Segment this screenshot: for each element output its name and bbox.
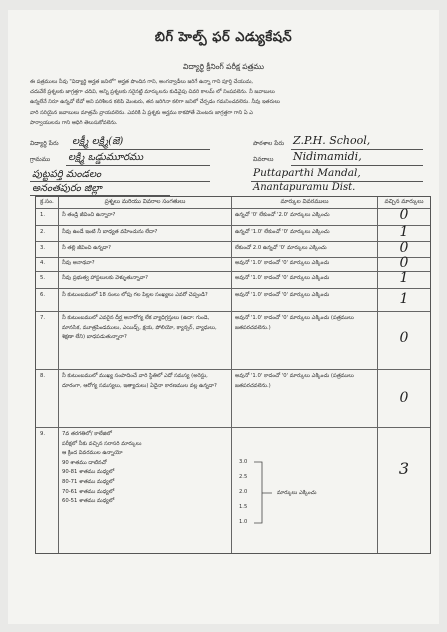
student-name-value: లక్ష్మీ లక్ష్మి(జె)	[72, 136, 124, 147]
row-mark: 0	[399, 240, 409, 256]
row-marks-desc: అవునో '1.0' కాదంచో '0' మార్కులు ఎక్కించు	[235, 292, 330, 298]
mandal-value: పుట్టపర్తి మండలం	[32, 169, 102, 180]
village-value: లక్ష్మి ఒడ్డుమూరము	[68, 152, 144, 163]
form-subtitle: విద్యార్థి క్రీనింగ్ పరీక్ష పత్రము	[183, 62, 264, 71]
row-sno: 7.	[40, 315, 46, 321]
row-question: నీ కుటుంబములో ముఖ్య సంపాదించే వారి స్థితిలో ఎదో సమస్య (అరెస్టు, దూరంగా, ఆరోగ్య సమస్యలు, ఇత్యాదులు) ఏదైనా కారణముల వల్ల ఉన్నదా?	[62, 373, 217, 389]
score-option: 1.0	[239, 519, 248, 525]
row9-line: ఆ క్రింద వివరముల ఉన్నాయో	[62, 450, 123, 457]
score-option: 1.5	[239, 504, 248, 510]
instruction-line: ఈ పత్రములు నీవు "విద్యార్థి అర్హత జనిలో" అర్హత పొందిన గాని, అంగన్వాడీలు జరిగే ఉన్నా గాని పూర్తి చేయుమ,	[30, 79, 254, 85]
row9-line: 60-51 శాతము మధ్యలో	[62, 498, 115, 505]
row-sno: 9.	[40, 431, 46, 437]
row9-line: 90 శాతము దాటినచో	[62, 459, 107, 466]
row-divider	[36, 271, 430, 272]
row-divider	[36, 369, 430, 370]
row-question: నీ తల్లి జీవించి ఉన్నదా?	[62, 245, 111, 251]
row9-line: 70-61 శాతము మధ్యలో	[62, 488, 115, 495]
row9-line: 90-81 శాతము మధ్యలో	[62, 469, 115, 476]
row-mark: 1	[399, 291, 409, 307]
score-option: 2.0	[239, 489, 248, 495]
row-sno: 6.	[40, 292, 46, 298]
instruction-line: ఉన్నలేనే నిరూ ఉన్నవో లేవో అని పరిశీలన కలిపి మెంటరు, తన జరిగినా కలిగా జనిలో చేర్పడం గమనించవలెను. నీవు ఇతరులు	[30, 99, 280, 106]
row-marks-desc: అవునో '1.0' కాదంచో '0' మార్కులు ఎక్కించు (పత్రములు జతపరచవలెను.)	[235, 315, 354, 331]
row-question: నీవు ఉండే ఇంటి నీ బాధ్యత వహించును లేదా?	[62, 229, 158, 235]
row-divider	[36, 288, 430, 289]
mandal-english: Puttaparthi Mandal,	[253, 167, 361, 179]
row-question: నీ కుటుంబములో ఎవరైన దీర్ఘ అనారోగ్య లేక వ్యాధిగ్రస్తులు (ఉదా: గుండె, మానసిక, మూత్రపిండములు, ఎయిడ్స్, క్షయ, పోలియో, క్యాన్సర్, వ్యాధులు, శిక్షణా లేని) బాధపడుతున్నారా?	[62, 315, 217, 341]
row-sno: 4.	[40, 260, 46, 266]
row-marks-desc: అవునో '1.0' కాదంచో '0' మార్కులు ఎక్కించు (పత్రములు జతపరచవలెను.)	[235, 373, 354, 389]
school-label: పాఠశాల పేరు	[253, 140, 285, 147]
row-question: నీవు అనాథవా?	[62, 260, 95, 266]
village-label: గ్రామము	[30, 156, 51, 163]
student-name-label: విద్యార్థి పేరు	[30, 140, 59, 147]
row-sno: 5.	[40, 275, 46, 281]
score-bracket-icon	[252, 459, 274, 527]
address-value: Nidimamidi,	[293, 150, 362, 163]
row-mark: 0	[399, 390, 409, 406]
column-divider	[58, 197, 59, 553]
score-option: 2.5	[239, 474, 248, 480]
row-sno: 8.	[40, 373, 46, 379]
column-divider	[231, 197, 232, 553]
column-divider	[377, 197, 378, 553]
row9-marks-desc: మార్కులు ఎక్కించు	[277, 490, 317, 496]
row9-details	[62, 430, 228, 507]
row-marks-desc: లేకుంచో 2.0 ఉన్నచో '0' మార్కులు ఎక్కించు	[235, 245, 327, 251]
row-sno: 1.	[40, 212, 46, 218]
row-question: నీ తండ్రి జీవించి ఉన్నారా?	[62, 212, 116, 218]
row-question: నీవు ప్రభుత్వ హాస్టలులకు వెళ్ళుతున్నావా?	[62, 275, 148, 281]
row-mark: 1	[399, 224, 409, 240]
row-divider	[36, 311, 430, 312]
instruction-line: పార్వాయులను గాని ఆధిగి తెలుసుకోవలెను.	[30, 119, 118, 126]
row9-line: 7వ తరగతిలో/ కాలేజిలో	[62, 431, 112, 437]
address-label: వివరాలు	[253, 156, 274, 163]
screening-table	[35, 196, 431, 554]
row-marks-desc: ఉన్నచో '1.0' లేకుంచో '0' మార్కులు ఎక్కించు	[235, 229, 330, 235]
district-value: అనంతపురం జిల్లా	[32, 183, 102, 194]
row-divider	[36, 225, 430, 226]
instructions-paragraph	[30, 77, 420, 128]
row9-line: పరీక్షలో నీకు వచ్చిన సరాసరి మార్కులు	[62, 440, 142, 447]
row-divider	[36, 427, 430, 428]
row-question: నీ కుటుంబములో 18 సంలు లోపు గల పిల్లల సంఖ్యలు ఎవరో చెప్పండి?	[62, 292, 208, 298]
village-underline	[66, 165, 210, 166]
row-sno: 3.	[40, 245, 46, 251]
score-option: 3.0	[239, 459, 248, 465]
student-name-underline	[70, 149, 210, 150]
header-sno: క్ర.సం.	[40, 199, 54, 205]
row9-mark: 3	[398, 459, 410, 478]
row-divider	[36, 241, 430, 242]
row-mark: 0	[399, 207, 409, 223]
row-divider	[36, 208, 430, 209]
address-underline	[291, 165, 423, 166]
row-sno: 2.	[40, 229, 46, 235]
row-mark: 0	[399, 330, 409, 346]
district-english: Anantapuramu Dist.	[253, 182, 356, 193]
header-marks-desc: మార్కుల వివరములు	[280, 199, 329, 205]
form-title: బిగ్ హెల్ప్ ఫర్ ఎడ్యుకేషన్	[154, 30, 293, 45]
school-value: Z.P.H. School,	[293, 134, 371, 147]
row-marks-desc: ఉన్నచో '0' లేకుంచో '2.0' మార్కులు ఎక్కించు	[235, 212, 330, 218]
instruction-line: వారి సరియైన జవాబులు మాత్రమే వ్రాయవలెను. ఎవరికి ఏ ప్రశ్నకు అర్హము కాకపోతే మెంటరు జాగ్రత్తగా గాని ఏ ఎ	[30, 109, 253, 116]
row-divider	[36, 257, 430, 258]
row-marks-desc: అవునో '1.0' కాదంచో '0' మార్కులు ఎక్కించు	[235, 260, 330, 266]
row-marks-desc: అవునో '1.0' కాదంచో '0' మార్కులు ఎక్కించు	[235, 275, 330, 281]
row9-line: 80-71 శాతము మధ్యలో	[62, 478, 115, 485]
header-marks: వచ్చిన మార్కులు	[384, 199, 424, 205]
header-question: ప్రశ్నలు మరియు వివరాల సంగతులు	[104, 199, 186, 205]
row-mark: 0	[399, 255, 409, 271]
instruction-line: చదువేకే ప్రశ్నలకు జాగ్రత్తగా చదివి, అన్ని ప్రశ్నలకు సరైనట్టి మార్కులను కుడివైపు చివరి కాలమ్ లో నింపవలెను. నీ జవాబులు	[30, 89, 275, 96]
row-mark: 1	[399, 270, 409, 286]
screening-form-page	[8, 10, 439, 624]
